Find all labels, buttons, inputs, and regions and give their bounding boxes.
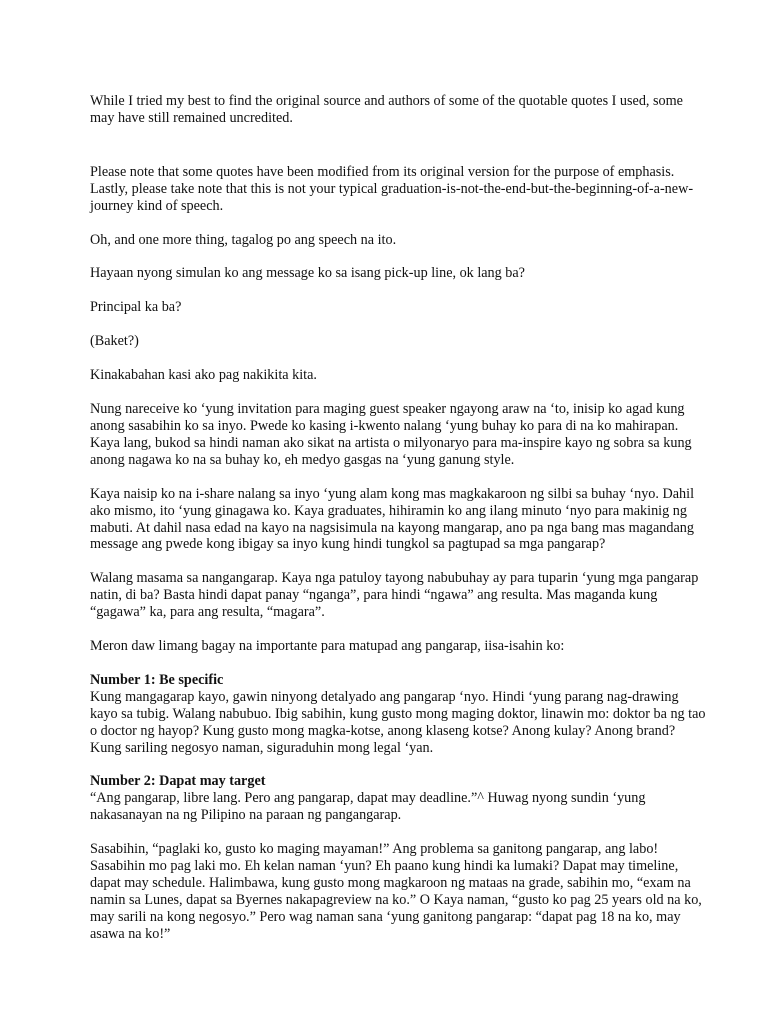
paragraph-pickup-response: (Baket?): [90, 333, 139, 350]
paragraph-spacer: [90, 384, 708, 401]
paragraph-spacer: [90, 621, 708, 638]
paragraph-dreaming: Walang masama sa nangangarap. Kaya nga patuloy tayong nabubuhay ay para tuparin ‘yung mga pangarap natin, di ba? Basta hindi dapat panay “nganga”, para hindi “ngawa” ang resulta. Mas maganda kung “gagawa” ka, para ang resulta, “magara”.: [90, 570, 699, 621]
paragraph-disclaimer-modified: Please note that some quotes have been modified from its original version for the purpose of emphasis. Lastly, please take note that this is not your typical graduation-is-not-the-end-but-the-beginning-of-a-new-journey kind of speech.: [90, 163, 694, 214]
paragraph-deadline-quote: “Ang pangarap, libre lang. Pero ang pangarap, dapat may deadline.”^ Huwag nyong sundin ‘yung nakasanayan na ng Pilipino na paraan ng pangangarap.: [90, 790, 646, 824]
paragraph-pickup-punchline: Kinakabahan kasi ako pag nakikita kita.: [90, 367, 317, 384]
paragraph-spacer: [90, 655, 708, 672]
paragraph-spacer: [90, 756, 708, 773]
paragraph-spacer: [90, 350, 708, 367]
section-heading-number-2: Number 2: Dapat may target: [90, 773, 266, 790]
paragraph-spacer: [90, 316, 708, 333]
paragraph-be-specific: Kung mangagarap kayo, gawin ninyong detalyado ang pangarap ‘nyo. Hindi ‘yung parang nag-drawing kayo sa tubig. Walang nabubuo. Ibig sabihin, kung gusto mong maging doktor, linawin mo: doktor ba ng tao o doctor ng hayop? Kung gusto mong magka-kotse, anong klaseng kotse? Anong kulay? Anong brand? Kung sariling negosyo naman, siguraduhin mong legal ‘yan.: [90, 688, 706, 756]
paragraph-spacer: [90, 248, 708, 265]
paragraph-language-note: Oh, and one more thing, tagalog po ang speech na ito.: [90, 231, 397, 248]
paragraph-share: Kaya naisip ko na i-share nalang sa inyo ‘yung alam kong mas magkakaroon ng silbi sa buhay ‘nyo. Dahil ako mismo, ito ‘yung ginagawa ko. Kaya graduates, hihiramin ko ang ilang minuto ‘nyo para makinig ng mabuti. At dahil nasa edad na kayo na nagsisimula na kayong mangarap, ano pa nga bang mas magandang message ang pwede kong ibigay sa inyo kung hindi tungkol sa pagtupad sa mga pangarap?: [90, 485, 695, 553]
paragraph-spacer: [90, 824, 708, 841]
paragraph-invitation: Nung nareceive ko ‘yung invitation para maging guest speaker ngayong araw na ‘to, inisip ko agad kung anong sasabihin ko sa inyo. Pwede ko kasing i-kwento nalang ‘yung buhay ko para di na ko mahirapan. Kaya lang, bukod sa hindi naman ako sikat na artista o milyonaryo para ma-inspire kayo ng sobra sa kung anong nagawa ko na sa buhay ko, eh medyo gasgas na ‘yung ganung style.: [90, 401, 692, 468]
paragraph-spacer: [90, 215, 708, 232]
paragraph-pickup-intro: Hayaan nyong simulan ko ang message ko sa isang pick-up line, ok lang ba?: [90, 265, 525, 282]
paragraph-spacer: [90, 127, 708, 164]
paragraph-timeline: Sasabihin, “paglaki ko, gusto ko maging mayaman!” Ang problema sa ganitong pangarap, ang labo! Sasabihin mo pag laki mo. Eh kelan naman ‘yun? Eh paano kung hindi ka lumaki? Dapat may timeline, dapat may schedule. Halimbawa, kung gusto mong magkaroon ng mataas na grade, sabihin mo, “exam na namin sa Lunes, dapat sa Byernes nakapagreview na ko.” O Kaya naman, “gusto ko pag 25 years old na ko, may sarili na kong negosyo.” Pero wag naman sana ‘yung ganitong pangarap: “dapat pag 18 na ko, may asawa na ko!”: [90, 841, 702, 942]
paragraph-spacer: [90, 469, 708, 486]
paragraph-five-things: Meron daw limang bagay na importante para matupad ang pangarap, iisa-isahin ko:: [90, 638, 565, 655]
paragraph-spacer: [90, 553, 708, 570]
paragraph-pickup-question: Principal ka ba?: [90, 299, 182, 316]
section-heading-number-1: Number 1: Be specific: [90, 671, 224, 688]
paragraph-spacer: [90, 282, 708, 299]
paragraph-disclaimer-sources: While I tried my best to find the original source and authors of some of the quotable quotes I used, some may have still remained uncredited.: [90, 93, 683, 126]
